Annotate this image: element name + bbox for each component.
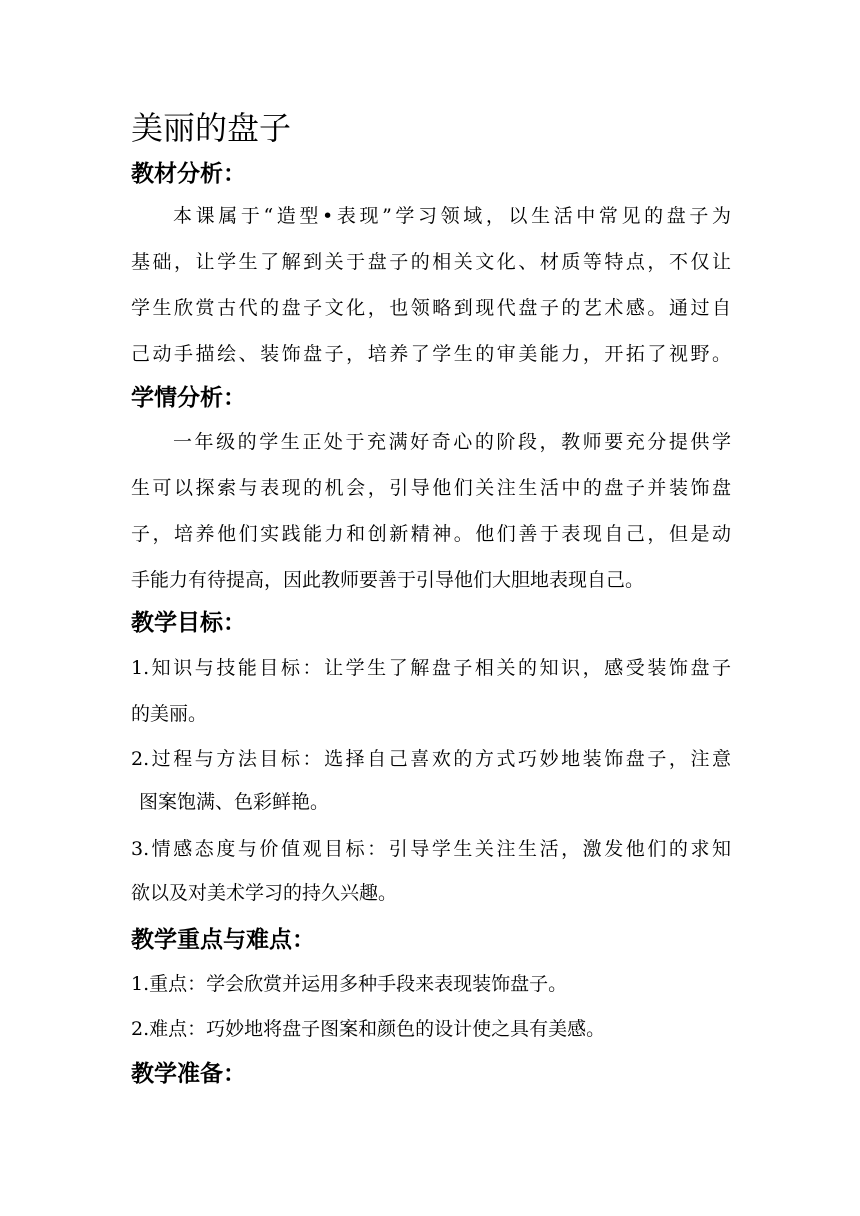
paragraph-line: 本课属于“造型•表现”学习领域，以生活中常见的盘子为	[173, 205, 731, 227]
paragraph-line: 基础，让学生了解到关于盘子的相关文化、材质等特点，不仅让	[131, 251, 731, 273]
list-item-line: 1.知识与技能目标：让学生了解盘子相关的知识，感受装饰盘子	[131, 657, 731, 679]
section-heading-learner-analysis: 学情分析：	[131, 385, 246, 411]
paragraph-line: 学生欣赏古代的盘子文化，也领略到现代盘子的艺术感。通过自	[131, 297, 731, 319]
document-title: 美丽的盘子	[131, 109, 292, 147]
list-item-line: 1.重点：学会欣赏并运用多种手段来表现装饰盘子。	[131, 973, 568, 995]
list-item-line: 的美丽。	[131, 703, 208, 725]
paragraph-line: 己动手描绘、装饰盘子，培养了学生的审美能力，开拓了视野。	[131, 343, 731, 365]
list-item-line: 欲以及对美术学习的持久兴趣。	[131, 882, 398, 904]
list-item-line: 3.情感态度与价值观目标：引导学生关注生活，激发他们的求知	[131, 838, 731, 860]
paragraph-line: 子，培养他们实践能力和创新精神。他们善于表现自己，但是动	[131, 523, 731, 545]
section-heading-teaching-objectives: 教学目标：	[131, 610, 246, 636]
paragraph-line: 手能力有待提高，因此教师要善于引导他们大胆地表现自己。	[131, 569, 645, 591]
paragraph-line: 一年级的学生正处于充满好奇心的阶段，教师要充分提供学	[173, 431, 731, 453]
list-item-line: 2.难点：巧妙地将盘子图案和颜色的设计使之具有美感。	[131, 1018, 606, 1040]
paragraph-line: 生可以探索与表现的机会，引导他们关注生活中的盘子并装饰盘	[131, 477, 731, 499]
list-item-line: 2.过程与方法目标：选择自己喜欢的方式巧妙地装饰盘子，注意	[131, 748, 731, 770]
section-heading-teaching-preparation: 教学准备：	[131, 1061, 246, 1087]
section-heading-key-points: 教学重点与难点：	[131, 927, 315, 953]
list-item-line: 图案饱满、色彩鲜艳。	[139, 791, 330, 813]
section-heading-textbook-analysis: 教材分析：	[131, 161, 246, 187]
